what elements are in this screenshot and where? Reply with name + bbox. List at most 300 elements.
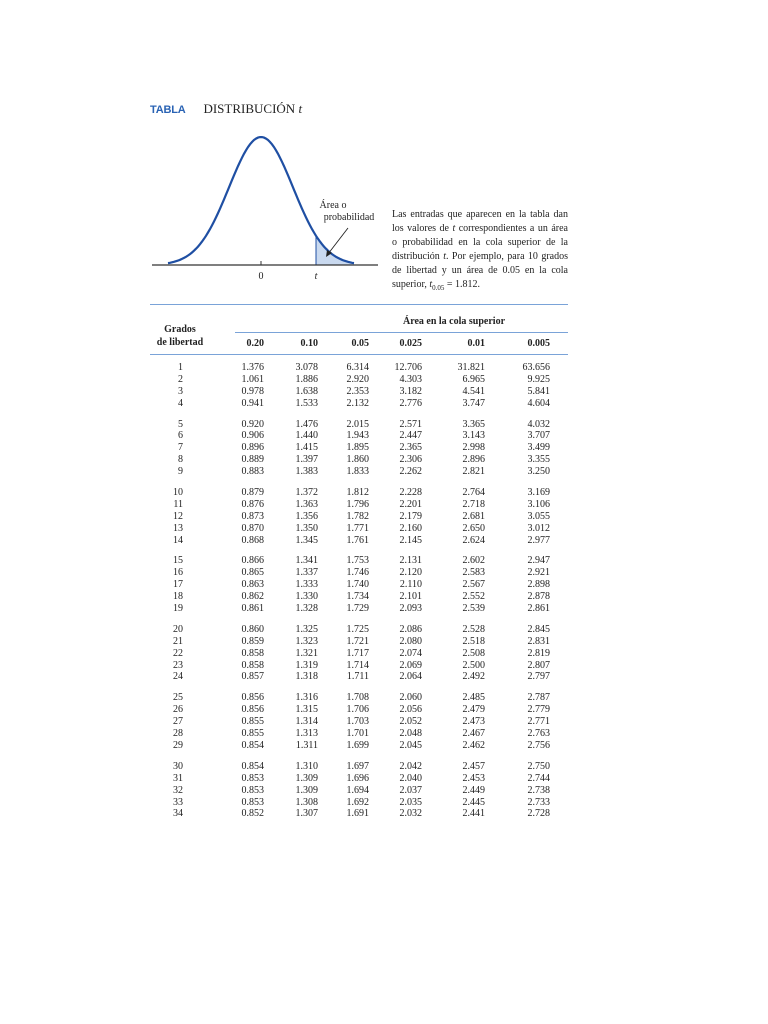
value-cell: 2.064 bbox=[399, 671, 422, 683]
value-cell: 2.896 bbox=[462, 454, 485, 466]
table-row bbox=[150, 454, 568, 466]
value-cell: 2.479 bbox=[462, 704, 485, 716]
value-cell: 2.473 bbox=[462, 716, 485, 728]
value-cell: 1.699 bbox=[346, 739, 369, 751]
value-cell: 5.841 bbox=[527, 385, 550, 397]
value-cell: 0.863 bbox=[241, 579, 264, 591]
value-cell: 1.711 bbox=[346, 671, 369, 683]
df-cell: 14 bbox=[173, 534, 183, 546]
value-cell: 0.858 bbox=[241, 659, 264, 671]
value-cell: 2.131 bbox=[399, 555, 422, 567]
value-cell: 0.858 bbox=[241, 647, 264, 659]
value-cell: 2.052 bbox=[399, 716, 422, 728]
value-cell: 1.725 bbox=[346, 623, 369, 635]
value-cell: 4.541 bbox=[462, 385, 485, 397]
value-cell: 1.746 bbox=[346, 567, 369, 579]
value-cell: 6.965 bbox=[462, 373, 485, 385]
value-cell: 0.855 bbox=[241, 728, 264, 740]
table-row bbox=[150, 761, 568, 773]
value-cell: 2.733 bbox=[527, 796, 550, 808]
note-part1: Las entradas que aparecen en la tabla dan los valores de bbox=[392, 209, 568, 234]
upper-tail-shaded-area bbox=[316, 236, 354, 265]
value-cell: 0.853 bbox=[241, 796, 264, 808]
value-cell: 2.145 bbox=[399, 534, 422, 546]
value-cell: 2.365 bbox=[399, 442, 422, 454]
df-cell: 28 bbox=[173, 728, 183, 740]
df-cell: 12 bbox=[173, 510, 183, 522]
df-cell: 20 bbox=[173, 623, 183, 635]
value-cell: 6.314 bbox=[346, 362, 369, 373]
value-cell: 1.440 bbox=[295, 430, 318, 442]
value-cell: 2.878 bbox=[527, 591, 550, 603]
area-header-rule bbox=[235, 332, 568, 333]
value-cell: 1.356 bbox=[295, 510, 318, 522]
value-cell: 1.397 bbox=[295, 454, 318, 466]
value-cell: 0.866 bbox=[241, 555, 264, 567]
df-cell: 25 bbox=[173, 692, 183, 704]
df-cell: 34 bbox=[173, 808, 183, 820]
value-cell: 0.906 bbox=[241, 430, 264, 442]
value-cell: 2.508 bbox=[462, 647, 485, 659]
value-cell: 1.638 bbox=[295, 385, 318, 397]
value-cell: 2.074 bbox=[399, 647, 422, 659]
df-cell: 23 bbox=[173, 659, 183, 671]
value-cell: 0.920 bbox=[241, 418, 264, 430]
value-cell: 0.868 bbox=[241, 534, 264, 546]
value-cell: 0.852 bbox=[241, 808, 264, 820]
value-cell: 2.528 bbox=[462, 623, 485, 635]
value-cell: 3.106 bbox=[527, 498, 550, 510]
axis-label-t: t bbox=[314, 271, 318, 282]
note-italic-t1: t bbox=[452, 223, 456, 234]
title-italic-t: t bbox=[298, 101, 303, 116]
value-cell: 2.552 bbox=[462, 591, 485, 603]
df-cell: 31 bbox=[173, 772, 183, 784]
value-cell: 2.797 bbox=[527, 671, 550, 683]
value-cell: 2.457 bbox=[462, 760, 485, 772]
df-cell: 5 bbox=[178, 418, 183, 430]
value-cell: 0.879 bbox=[241, 487, 264, 499]
value-cell: 1.895 bbox=[346, 442, 369, 454]
table-row bbox=[150, 487, 568, 499]
value-cell: 3.143 bbox=[462, 430, 485, 442]
value-cell: 2.120 bbox=[399, 567, 422, 579]
value-cell: 2.921 bbox=[527, 567, 550, 579]
table-row bbox=[150, 603, 568, 615]
value-cell: 1.316 bbox=[295, 692, 318, 704]
df-cell: 10 bbox=[173, 487, 183, 499]
value-cell: 2.650 bbox=[462, 522, 485, 534]
value-cell: 2.681 bbox=[462, 510, 485, 522]
value-cell: 2.110 bbox=[399, 579, 422, 591]
value-cell: 0.860 bbox=[241, 623, 264, 635]
value-cell: 3.499 bbox=[527, 442, 550, 454]
value-cell: 1.333 bbox=[295, 579, 318, 591]
value-cell: 2.042 bbox=[399, 760, 422, 772]
df-cell: 15 bbox=[173, 555, 183, 567]
df-cell: 9 bbox=[178, 466, 183, 478]
table-row bbox=[150, 567, 568, 579]
value-cell: 2.728 bbox=[527, 808, 550, 820]
value-cell: 1.061 bbox=[241, 373, 264, 385]
table-row bbox=[150, 636, 568, 648]
value-cell: 1.703 bbox=[346, 716, 369, 728]
table-row bbox=[150, 442, 568, 454]
column-header-1: 0.10 bbox=[300, 338, 318, 349]
value-cell: 3.355 bbox=[527, 454, 550, 466]
value-cell: 2.060 bbox=[399, 692, 422, 704]
value-cell: 2.567 bbox=[462, 579, 485, 591]
value-cell: 2.045 bbox=[399, 739, 422, 751]
value-cell: 0.854 bbox=[241, 739, 264, 751]
value-cell: 1.706 bbox=[346, 704, 369, 716]
value-cell: 1.753 bbox=[346, 555, 369, 567]
value-cell: 1.708 bbox=[346, 692, 369, 704]
value-cell: 2.306 bbox=[399, 454, 422, 466]
value-cell: 2.048 bbox=[399, 728, 422, 740]
value-cell: 1.714 bbox=[346, 659, 369, 671]
value-cell: 2.035 bbox=[399, 796, 422, 808]
value-cell: 1.328 bbox=[295, 603, 318, 615]
value-cell: 2.920 bbox=[346, 373, 369, 385]
value-cell: 1.341 bbox=[295, 555, 318, 567]
df-cell: 16 bbox=[173, 567, 183, 579]
value-cell: 2.069 bbox=[399, 659, 422, 671]
value-cell: 1.319 bbox=[295, 659, 318, 671]
value-cell: 1.315 bbox=[295, 704, 318, 716]
value-cell: 2.738 bbox=[527, 784, 550, 796]
column-header-4: 0.01 bbox=[467, 338, 485, 349]
value-cell: 4.604 bbox=[527, 397, 550, 409]
table-row bbox=[150, 785, 568, 797]
value-cell: 2.583 bbox=[462, 567, 485, 579]
value-cell: 1.318 bbox=[295, 671, 318, 683]
section-divider bbox=[150, 304, 568, 305]
value-cell: 0.865 bbox=[241, 567, 264, 579]
value-cell: 12.706 bbox=[394, 362, 422, 373]
value-cell: 2.776 bbox=[399, 397, 422, 409]
value-cell: 1.697 bbox=[346, 760, 369, 772]
table-row bbox=[150, 523, 568, 535]
value-cell: 2.101 bbox=[399, 591, 422, 603]
title-prefix: DISTRIBUCIÓN bbox=[203, 101, 296, 116]
df-cell: 8 bbox=[178, 454, 183, 466]
value-cell: 0.853 bbox=[241, 784, 264, 796]
value-cell: 3.055 bbox=[527, 510, 550, 522]
table-row bbox=[150, 499, 568, 511]
value-cell: 2.624 bbox=[462, 534, 485, 546]
df-cell: 29 bbox=[173, 739, 183, 751]
table-row bbox=[150, 579, 568, 591]
value-cell: 1.782 bbox=[346, 510, 369, 522]
value-cell: 0.889 bbox=[241, 454, 264, 466]
df-cell: 7 bbox=[178, 442, 183, 454]
value-cell: 2.160 bbox=[399, 522, 422, 534]
value-cell: 1.734 bbox=[346, 591, 369, 603]
value-cell: 0.978 bbox=[241, 385, 264, 397]
table-body bbox=[150, 362, 568, 820]
t-distribution-figure bbox=[150, 128, 380, 288]
value-cell: 2.449 bbox=[462, 784, 485, 796]
table-row bbox=[150, 555, 568, 567]
value-cell: 1.363 bbox=[295, 498, 318, 510]
value-cell: 2.201 bbox=[399, 498, 422, 510]
value-cell: 2.037 bbox=[399, 784, 422, 796]
value-cell: 1.309 bbox=[295, 784, 318, 796]
table-row bbox=[150, 591, 568, 603]
df-cell: 30 bbox=[173, 760, 183, 772]
value-cell: 2.086 bbox=[399, 623, 422, 635]
value-cell: 2.032 bbox=[399, 808, 422, 820]
df-cell: 22 bbox=[173, 647, 183, 659]
df-cell: 6 bbox=[178, 430, 183, 442]
value-cell: 0.856 bbox=[241, 692, 264, 704]
value-cell: 1.796 bbox=[346, 498, 369, 510]
value-cell: 2.093 bbox=[399, 603, 422, 615]
value-cell: 0.855 bbox=[241, 716, 264, 728]
table-row bbox=[150, 671, 568, 683]
df-cell: 17 bbox=[173, 579, 183, 591]
table-row bbox=[150, 419, 568, 431]
df-header-line2: de libertad bbox=[156, 337, 204, 348]
note-italic-t2: t bbox=[443, 251, 446, 262]
value-cell: 2.602 bbox=[462, 555, 485, 567]
value-cell: 9.925 bbox=[527, 373, 550, 385]
value-cell: 3.747 bbox=[462, 397, 485, 409]
value-cell: 2.179 bbox=[399, 510, 422, 522]
value-cell: 1.337 bbox=[295, 567, 318, 579]
note-symbol-sub: 0.05 bbox=[432, 284, 445, 292]
table-row bbox=[150, 728, 568, 740]
df-cell: 33 bbox=[173, 796, 183, 808]
value-cell: 3.182 bbox=[399, 385, 422, 397]
value-cell: 1.860 bbox=[346, 454, 369, 466]
df-cell: 24 bbox=[173, 671, 183, 683]
value-cell: 2.056 bbox=[399, 704, 422, 716]
value-cell: 2.132 bbox=[346, 397, 369, 409]
value-cell: 1.771 bbox=[346, 522, 369, 534]
value-cell: 1.372 bbox=[295, 487, 318, 499]
value-cell: 2.750 bbox=[527, 760, 550, 772]
pointer-arrow bbox=[328, 228, 348, 254]
df-cell: 19 bbox=[173, 603, 183, 615]
value-cell: 2.807 bbox=[527, 659, 550, 671]
value-cell: 2.787 bbox=[527, 692, 550, 704]
value-cell: 1.309 bbox=[295, 772, 318, 784]
value-cell: 0.859 bbox=[241, 635, 264, 647]
value-cell: 2.861 bbox=[527, 603, 550, 615]
value-cell: 0.854 bbox=[241, 760, 264, 772]
value-cell: 2.947 bbox=[527, 555, 550, 567]
value-cell: 1.812 bbox=[346, 487, 369, 499]
value-cell: 1.325 bbox=[295, 623, 318, 635]
value-cell: 0.876 bbox=[241, 498, 264, 510]
explanatory-note bbox=[392, 208, 568, 295]
table-row bbox=[150, 430, 568, 442]
area-header: Área en la cola superior bbox=[402, 316, 506, 327]
value-cell: 4.303 bbox=[399, 373, 422, 385]
column-header-3: 0.025 bbox=[399, 338, 422, 349]
value-cell: 1.345 bbox=[295, 534, 318, 546]
value-cell: 3.078 bbox=[295, 362, 318, 373]
value-cell: 2.040 bbox=[399, 772, 422, 784]
value-cell: 2.845 bbox=[527, 623, 550, 635]
value-cell: 1.696 bbox=[346, 772, 369, 784]
column-header-2: 0.05 bbox=[351, 338, 369, 349]
value-cell: 1.886 bbox=[295, 373, 318, 385]
column-header-0: 0.20 bbox=[246, 338, 264, 349]
value-cell: 2.453 bbox=[462, 772, 485, 784]
table-row bbox=[150, 624, 568, 636]
value-cell: 1.717 bbox=[346, 647, 369, 659]
df-cell: 4 bbox=[178, 397, 183, 409]
value-cell: 2.977 bbox=[527, 534, 550, 546]
t-distribution-curve-svg bbox=[150, 128, 380, 288]
value-cell: 2.500 bbox=[462, 659, 485, 671]
df-cell: 32 bbox=[173, 784, 183, 796]
value-cell: 2.518 bbox=[462, 635, 485, 647]
value-cell: 2.353 bbox=[346, 385, 369, 397]
value-cell: 2.779 bbox=[527, 704, 550, 716]
value-cell: 2.763 bbox=[527, 728, 550, 740]
axis-label-zero: 0 bbox=[258, 271, 264, 282]
table-row bbox=[150, 773, 568, 785]
df-cell: 11 bbox=[173, 498, 183, 510]
value-cell: 2.571 bbox=[399, 418, 422, 430]
value-cell: 3.365 bbox=[462, 418, 485, 430]
header-bottom-rule bbox=[150, 354, 568, 355]
value-cell: 0.856 bbox=[241, 704, 264, 716]
value-cell: 3.250 bbox=[527, 466, 550, 478]
value-cell: 1.729 bbox=[346, 603, 369, 615]
value-cell: 2.228 bbox=[399, 487, 422, 499]
value-cell: 2.447 bbox=[399, 430, 422, 442]
value-cell: 1.476 bbox=[295, 418, 318, 430]
page-header bbox=[150, 101, 302, 117]
value-cell: 2.015 bbox=[346, 418, 369, 430]
table-row bbox=[150, 704, 568, 716]
df-cell: 27 bbox=[173, 716, 183, 728]
note-part2: correspondientes a un área o probabilidad en la cola superior de la distribución bbox=[392, 223, 568, 262]
value-cell: 1.330 bbox=[295, 591, 318, 603]
table-row bbox=[150, 716, 568, 728]
value-cell: 1.691 bbox=[346, 808, 369, 820]
value-cell: 1.740 bbox=[346, 579, 369, 591]
df-cell: 3 bbox=[178, 385, 183, 397]
table-row bbox=[150, 386, 568, 398]
value-cell: 1.350 bbox=[295, 522, 318, 534]
value-cell: 1.415 bbox=[295, 442, 318, 454]
page-title bbox=[203, 101, 302, 117]
table-row bbox=[150, 374, 568, 386]
value-cell: 0.896 bbox=[241, 442, 264, 454]
df-cell: 13 bbox=[173, 522, 183, 534]
value-cell: 2.262 bbox=[399, 466, 422, 478]
value-cell: 4.032 bbox=[527, 418, 550, 430]
df-header-line1: Grados bbox=[164, 324, 196, 335]
value-cell: 1.701 bbox=[346, 728, 369, 740]
value-cell: 0.870 bbox=[241, 522, 264, 534]
area-label-line2: probabilidad bbox=[323, 212, 375, 223]
table-tag: TABLA bbox=[150, 104, 186, 116]
table-row bbox=[150, 692, 568, 704]
value-cell: 1.321 bbox=[295, 647, 318, 659]
table-row bbox=[150, 466, 568, 478]
value-cell: 31.821 bbox=[457, 362, 485, 373]
value-cell: 1.383 bbox=[295, 466, 318, 478]
df-cell: 26 bbox=[173, 704, 183, 716]
value-cell: 2.764 bbox=[462, 487, 485, 499]
value-cell: 3.169 bbox=[527, 487, 550, 499]
value-cell: 1.833 bbox=[346, 466, 369, 478]
value-cell: 0.853 bbox=[241, 772, 264, 784]
value-cell: 3.707 bbox=[527, 430, 550, 442]
column-header-5: 0.005 bbox=[527, 338, 550, 349]
value-cell: 2.539 bbox=[462, 603, 485, 615]
value-cell: 63.656 bbox=[522, 362, 550, 373]
table-row bbox=[150, 511, 568, 523]
value-cell: 0.862 bbox=[241, 591, 264, 603]
value-cell: 2.718 bbox=[462, 498, 485, 510]
value-cell: 2.441 bbox=[462, 808, 485, 820]
value-cell: 1.376 bbox=[241, 362, 264, 373]
value-cell: 1.310 bbox=[295, 760, 318, 772]
value-cell: 2.445 bbox=[462, 796, 485, 808]
value-cell: 1.533 bbox=[295, 397, 318, 409]
value-cell: 2.771 bbox=[527, 716, 550, 728]
value-cell: 1.323 bbox=[295, 635, 318, 647]
table-row bbox=[150, 398, 568, 410]
value-cell: 2.492 bbox=[462, 671, 485, 683]
table-row bbox=[150, 740, 568, 752]
df-cell: 2 bbox=[178, 373, 183, 385]
value-cell: 0.873 bbox=[241, 510, 264, 522]
value-cell: 0.883 bbox=[241, 466, 264, 478]
df-cell: 1 bbox=[178, 362, 183, 373]
table-row bbox=[150, 535, 568, 547]
note-part3: . Por ejemplo, para 10 grados de libertad y un área de 0.05 en la cola superior, bbox=[392, 251, 568, 290]
value-cell: 3.012 bbox=[527, 522, 550, 534]
value-cell: 1.308 bbox=[295, 796, 318, 808]
value-cell: 1.694 bbox=[346, 784, 369, 796]
table-row bbox=[150, 648, 568, 660]
table-row bbox=[150, 797, 568, 809]
value-cell: 1.307 bbox=[295, 808, 318, 820]
value-cell: 1.313 bbox=[295, 728, 318, 740]
table-row bbox=[150, 660, 568, 672]
df-cell: 21 bbox=[173, 635, 183, 647]
table-row bbox=[150, 808, 568, 820]
note-symbol-t: t bbox=[429, 279, 433, 290]
value-cell: 2.485 bbox=[462, 692, 485, 704]
value-cell: 2.080 bbox=[399, 635, 422, 647]
value-cell: 2.462 bbox=[462, 739, 485, 751]
note-part4: = 1.812. bbox=[444, 279, 481, 290]
value-cell: 1.692 bbox=[346, 796, 369, 808]
value-cell: 2.744 bbox=[527, 772, 550, 784]
value-cell: 2.821 bbox=[462, 466, 485, 478]
value-cell: 2.998 bbox=[462, 442, 485, 454]
value-cell: 0.861 bbox=[241, 603, 264, 615]
value-cell: 1.721 bbox=[346, 635, 369, 647]
value-cell: 0.941 bbox=[241, 397, 264, 409]
value-cell: 1.311 bbox=[295, 739, 318, 751]
value-cell: 2.831 bbox=[527, 635, 550, 647]
value-cell: 2.467 bbox=[462, 728, 485, 740]
value-cell: 2.819 bbox=[527, 647, 550, 659]
value-cell: 2.898 bbox=[527, 579, 550, 591]
area-label-line1: Área o bbox=[319, 200, 347, 211]
